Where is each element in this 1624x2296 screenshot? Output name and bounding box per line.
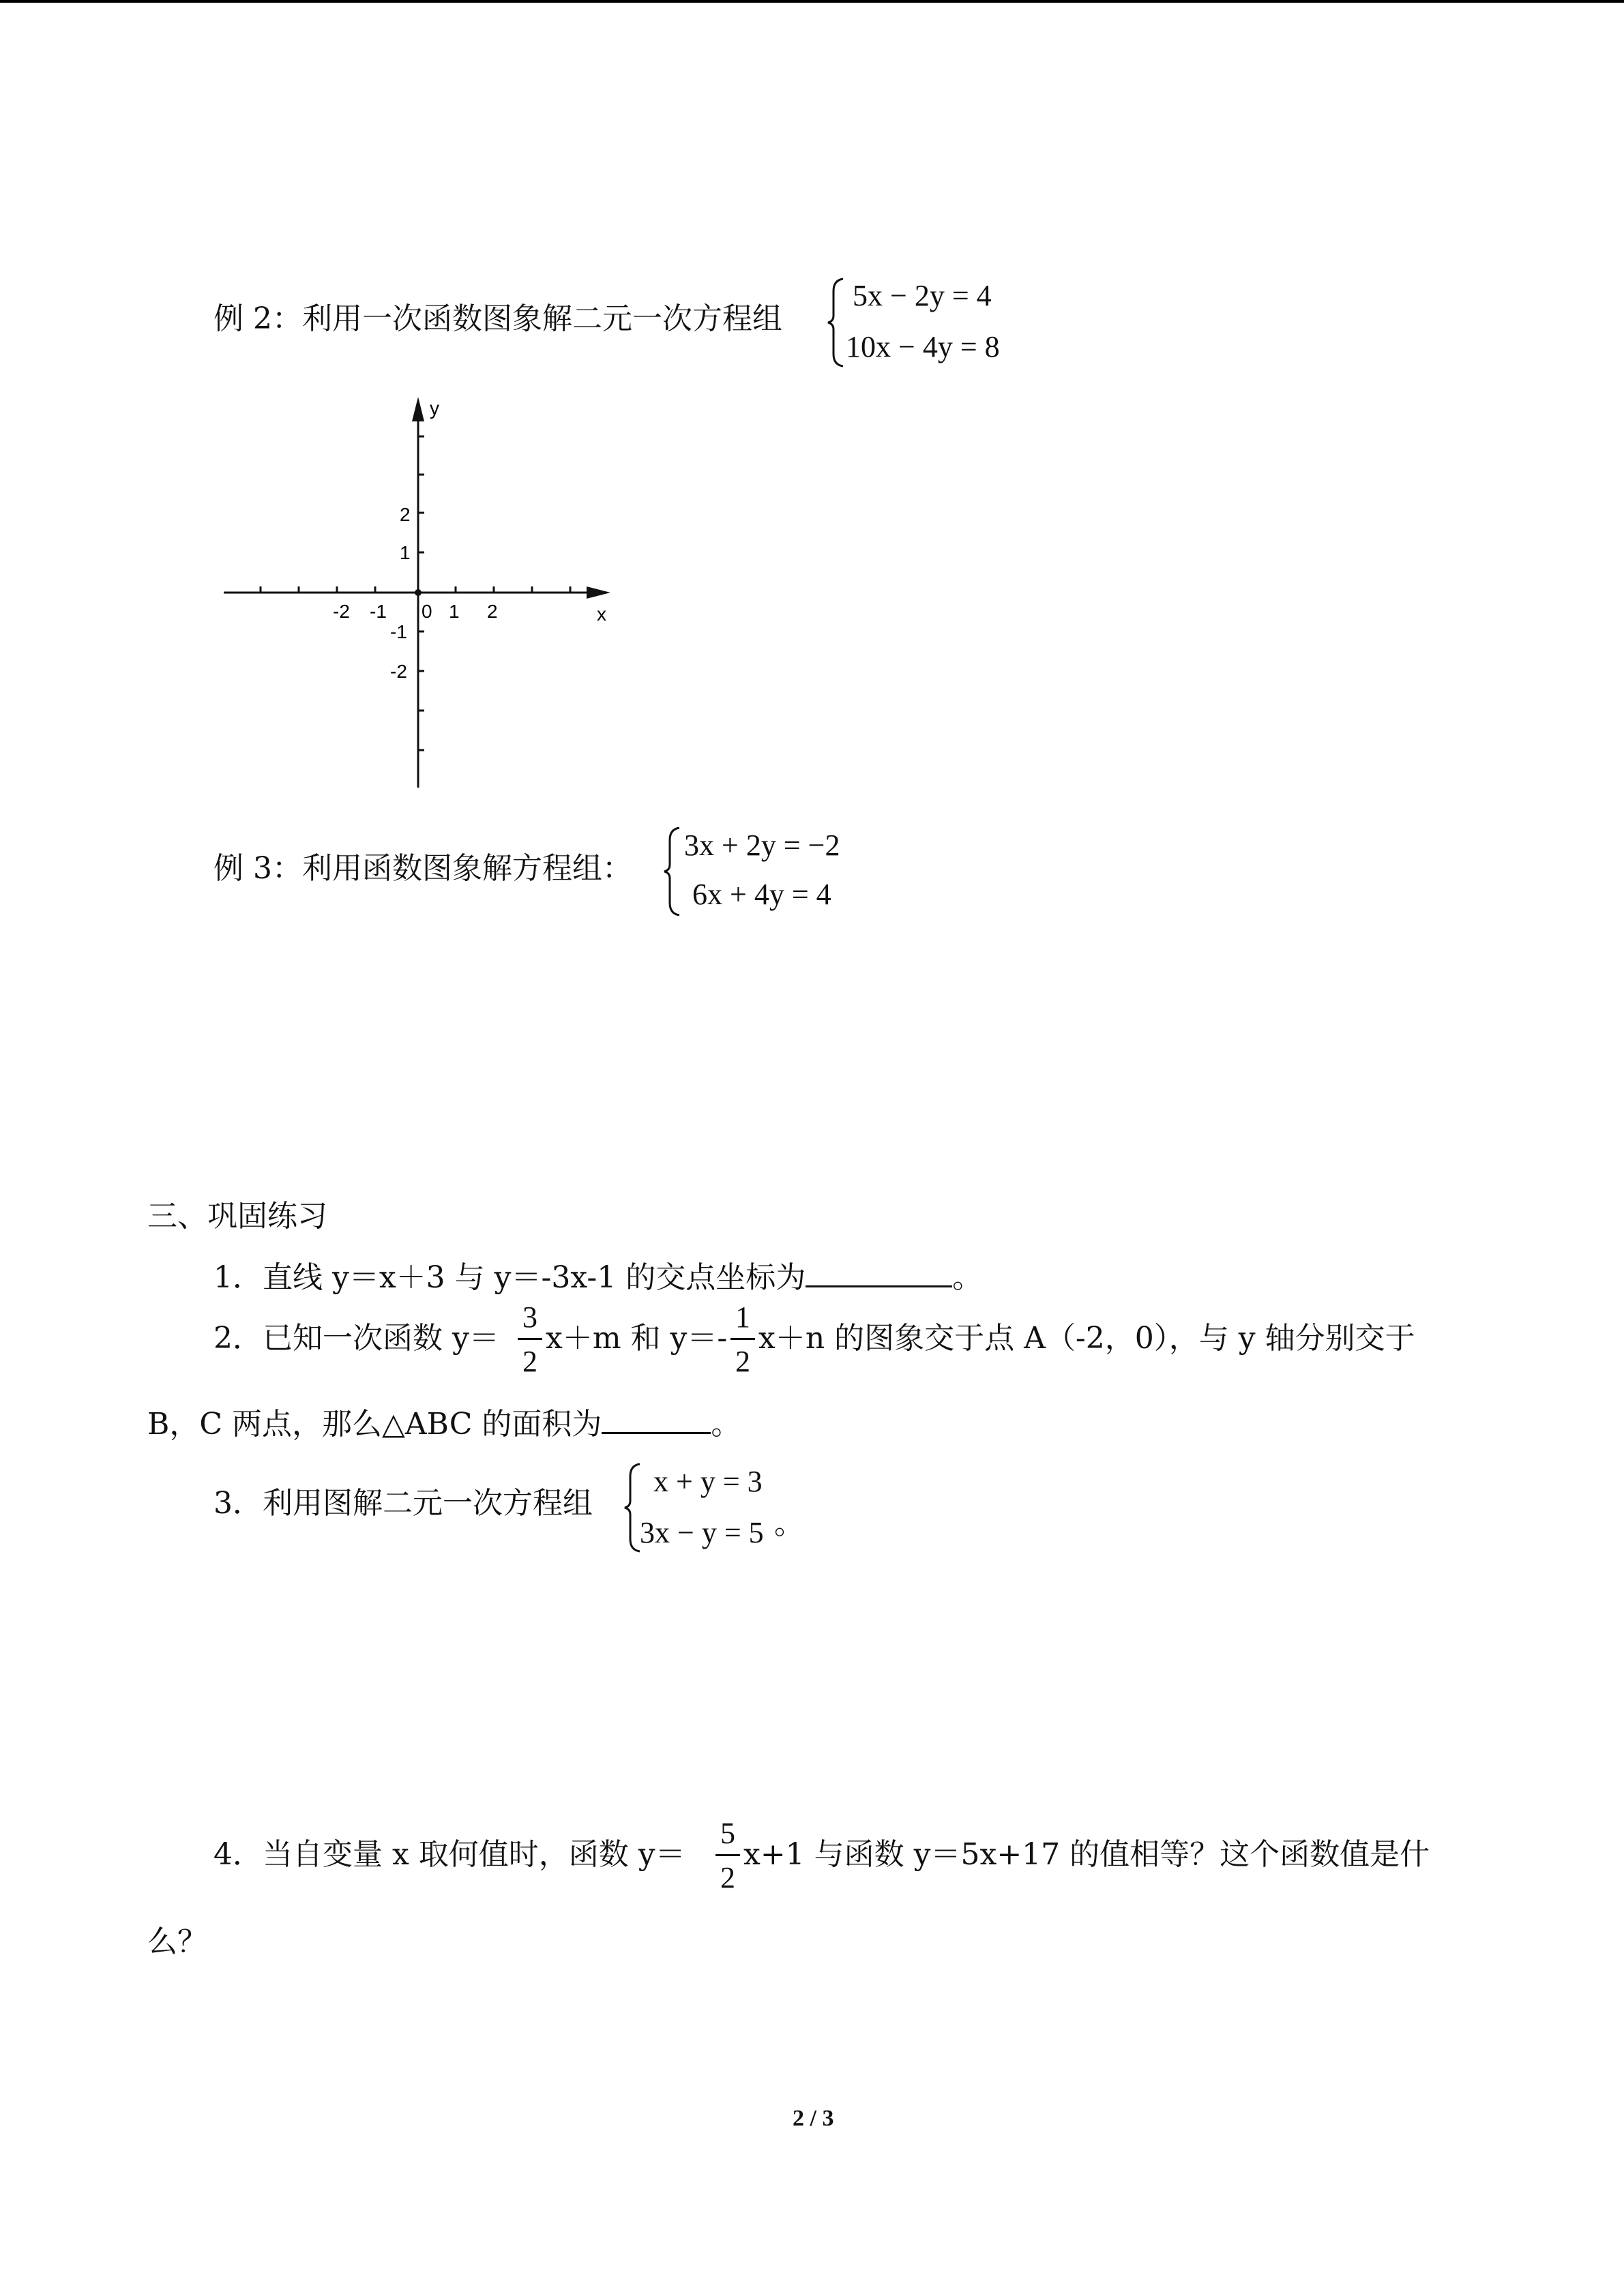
- question-3-eq1: x + y = 3: [653, 1465, 763, 1498]
- example2-prompt: 例 2：利用一次函数图象解二元一次方程组: [213, 301, 782, 336]
- section-title: 三、巩固练习: [147, 1199, 327, 1234]
- y-tick-label: 2: [400, 504, 411, 525]
- origin-point: [415, 589, 422, 596]
- question-2-part1: 2．已知一次函数 y＝: [213, 1321, 499, 1356]
- question-3-prompt: 3．利用图解二元一次方程组: [213, 1486, 593, 1521]
- x-axis-arrow: [587, 586, 610, 599]
- fraction-3-over-2: 3 2: [518, 1302, 542, 1377]
- top-border: [0, 0, 1624, 3]
- question-1-end: 。: [952, 1260, 983, 1295]
- x-tick-label: 1: [449, 601, 460, 622]
- x-tick-label: -1: [370, 601, 387, 622]
- question-3-eq2: 3x − y = 5: [640, 1516, 764, 1549]
- question-2-part2: x＋m 和 y＝-: [546, 1321, 728, 1356]
- example2-eq2: 10x − 4y = 8: [846, 330, 1000, 363]
- y-tick-label: -1: [390, 621, 407, 642]
- question-2-line2-text: B，C 两点，那么△ABC 的面积为: [147, 1407, 602, 1442]
- y-tick-label: 1: [400, 542, 411, 563]
- example3-eq1: 3x + 2y = −2: [684, 829, 840, 862]
- question-1-text: 1．直线 y＝x＋3 与 y＝-3x-1 的交点坐标为: [213, 1260, 806, 1295]
- y-tick-label: -2: [390, 661, 407, 682]
- question-4-part2: x+1 与函数 y＝5x+17 的值相等？这个函数值是什: [743, 1837, 1430, 1872]
- fraction-1-over-2: 1 2: [730, 1302, 755, 1377]
- y-axis-label: y: [430, 398, 439, 419]
- example2-brace: [825, 276, 846, 368]
- answer-blank-1[interactable]: [806, 1285, 952, 1287]
- question-2-part3: x＋n 的图象交于点 A（-2，0），与 y 轴分别交于: [758, 1321, 1415, 1356]
- question-4-part1: 4．当自变量 x 取何值时，函数 y＝: [213, 1837, 685, 1872]
- coordinate-graph: [218, 389, 628, 798]
- question-3-end: 。: [774, 1506, 804, 1541]
- example2-eq1: 5x − 2y = 4: [853, 279, 992, 312]
- example3-eq2: 6x + 4y = 4: [692, 878, 831, 911]
- question-4-line2: 么？: [147, 1924, 207, 1959]
- answer-blank-2[interactable]: [602, 1432, 711, 1434]
- x-tick-label: 0: [422, 601, 432, 622]
- page-number: 2 / 3: [793, 2106, 834, 2131]
- fraction-5-over-2: 5 2: [715, 1819, 740, 1893]
- x-tick-label: -2: [333, 601, 350, 622]
- x-tick-label: 2: [487, 601, 498, 622]
- question-1: [213, 1260, 983, 1295]
- y-axis-arrow: [412, 397, 424, 421]
- question-2-end: 。: [711, 1407, 741, 1442]
- example3-brace: [662, 825, 682, 917]
- x-axis-label: x: [597, 603, 606, 625]
- example3-prompt: 例 3：利用函数图象解方程组：: [213, 851, 632, 886]
- question-2-line2: [147, 1407, 741, 1442]
